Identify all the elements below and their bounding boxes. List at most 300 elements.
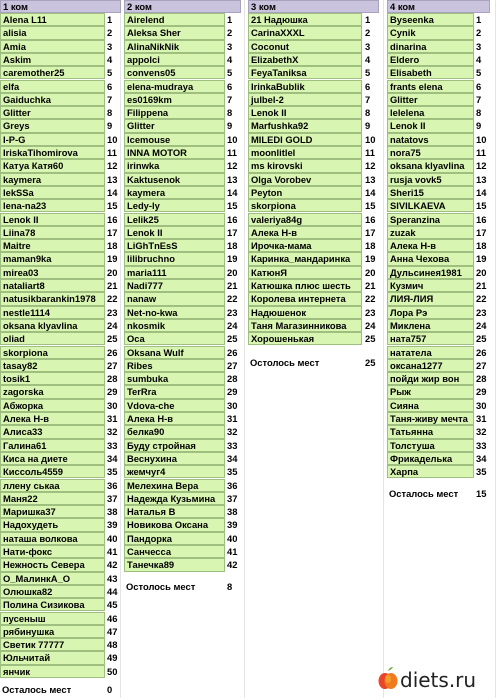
participant-name: frants elena bbox=[387, 80, 474, 93]
participant-number: 2 bbox=[365, 27, 371, 39]
participant-number: 41 bbox=[107, 546, 118, 557]
participant-name: LiGhTnEsS bbox=[124, 239, 225, 252]
participant-number: 15 bbox=[107, 200, 118, 212]
remaining-seats-value: 0 bbox=[107, 684, 113, 695]
participant-name: Пандорка bbox=[124, 532, 225, 545]
participant-number: 13 bbox=[365, 173, 376, 185]
grid-line bbox=[244, 0, 245, 698]
remaining-seats-value: 8 bbox=[227, 581, 233, 592]
participant-name: Надохудеть bbox=[0, 518, 105, 531]
participant-number: 9 bbox=[476, 120, 482, 132]
participant-name: Gaiduchka bbox=[0, 93, 105, 106]
participant-number: 17 bbox=[365, 226, 376, 238]
participant-number: 21 bbox=[476, 280, 487, 291]
participant-name: Алека Н-в bbox=[248, 226, 362, 239]
column-header: 1 ком bbox=[0, 0, 121, 13]
participant-name: Sheri15 bbox=[387, 186, 474, 199]
participant-name: oksana klyavlina bbox=[387, 159, 474, 172]
participant-number: 11 bbox=[365, 147, 375, 158]
participant-name: Алека Н-в bbox=[387, 239, 474, 252]
participant-name: appolci bbox=[124, 53, 225, 66]
participant-name: mirea03 bbox=[0, 266, 105, 279]
participant-name: irinwka bbox=[124, 159, 225, 172]
participant-name: Oca bbox=[124, 332, 225, 345]
participant-name: Кисcоль4559 bbox=[0, 465, 105, 478]
participant-number: 21 bbox=[107, 280, 118, 291]
participant-name: julbel-2 bbox=[248, 93, 362, 106]
participant-name: Lenok II bbox=[0, 213, 105, 226]
participant-number: 35 bbox=[107, 466, 118, 478]
participant-number: 35 bbox=[476, 466, 487, 478]
grid-line bbox=[383, 0, 384, 698]
participant-name: нататела bbox=[387, 346, 474, 359]
participant-number: 6 bbox=[365, 80, 371, 92]
participant-name: ElizabethX bbox=[248, 53, 362, 66]
participant-number: 41 bbox=[227, 546, 238, 557]
participant-number: 49 bbox=[107, 652, 118, 664]
participant-name: IrinkaBublik bbox=[248, 80, 362, 93]
participant-number: 24 bbox=[107, 319, 118, 331]
participant-number: 2 bbox=[107, 27, 113, 39]
participant-number: 8 bbox=[476, 107, 482, 119]
participant-number: 8 bbox=[107, 107, 113, 119]
participant-number: 28 bbox=[476, 373, 487, 385]
participant-name: lilibruchno bbox=[124, 252, 225, 265]
participant-number: 18 bbox=[107, 240, 118, 252]
apple-icon bbox=[378, 666, 398, 690]
participant-number: 9 bbox=[107, 120, 113, 132]
participant-name: О_МалинкА_О bbox=[0, 572, 105, 585]
participant-name: Speranzina bbox=[387, 213, 474, 226]
participant-number: 23 bbox=[476, 306, 487, 318]
participant-name: es0169km bbox=[124, 93, 225, 106]
participant-number: 3 bbox=[365, 40, 371, 52]
participant-number: 50 bbox=[107, 665, 118, 677]
participant-name: ms kirovski bbox=[248, 159, 362, 172]
participant-number: 20 bbox=[107, 266, 118, 278]
participant-number: 14 bbox=[476, 186, 487, 198]
participant-name: Glitter bbox=[124, 119, 225, 132]
participant-number: 20 bbox=[476, 266, 487, 278]
participant-name: zagorska bbox=[0, 385, 105, 398]
participant-number: 4 bbox=[365, 53, 371, 65]
logo-text: diets.ru bbox=[400, 668, 477, 692]
participant-name: Катуа Катя60 bbox=[0, 159, 105, 172]
participant-number: 38 bbox=[107, 506, 118, 518]
participant-name: nestle1114 bbox=[0, 306, 105, 319]
participant-number: 15 bbox=[365, 200, 376, 212]
participant-number: 29 bbox=[227, 386, 238, 398]
participant-name: nanaw bbox=[124, 292, 225, 305]
participant-name: рябинушка bbox=[0, 625, 105, 638]
participant-name: skorpiona bbox=[0, 346, 105, 359]
participant-name: Веснухина bbox=[124, 452, 225, 465]
participant-name: пусеныш bbox=[0, 612, 105, 625]
participant-number: 18 bbox=[365, 240, 376, 252]
participant-name: Хорошенькая bbox=[248, 332, 362, 345]
participant-number: 33 bbox=[107, 439, 118, 451]
participant-number: 1 bbox=[476, 14, 482, 25]
participant-number: 37 bbox=[107, 492, 118, 504]
participant-number: 1 bbox=[365, 14, 371, 25]
participant-name: Таня-живу мечта bbox=[387, 412, 474, 425]
participant-name: Танечка89 bbox=[124, 558, 225, 571]
participant-name: Olga Vorobev bbox=[248, 173, 362, 186]
participant-name: SIVILKAEVA bbox=[387, 199, 474, 212]
participant-number: 42 bbox=[227, 559, 238, 571]
participant-name: ната757 bbox=[387, 332, 474, 345]
participant-name: Ribes bbox=[124, 359, 225, 372]
participant-name: sumbuka bbox=[124, 372, 225, 385]
participant-number: 30 bbox=[476, 399, 487, 411]
participant-number: 19 bbox=[227, 253, 238, 265]
participant-name: CarinaXXXL bbox=[248, 26, 362, 39]
participant-number: 26 bbox=[227, 346, 238, 358]
participant-name: белка90 bbox=[124, 425, 225, 438]
participant-number: 26 bbox=[476, 346, 487, 358]
participant-name: nora75 bbox=[387, 146, 474, 159]
column-header: 2 ком bbox=[124, 0, 241, 13]
participant-number: 10 bbox=[227, 133, 238, 145]
participant-name: Liina78 bbox=[0, 226, 105, 239]
participant-name: Vdova-che bbox=[124, 399, 225, 412]
participant-name: Cynik bbox=[387, 26, 474, 39]
participant-number: 28 bbox=[107, 373, 118, 385]
participant-number: 13 bbox=[227, 173, 238, 185]
participant-number: 33 bbox=[476, 439, 487, 451]
participant-number: 22 bbox=[365, 293, 376, 305]
participant-name: Фрикаделька bbox=[387, 452, 474, 465]
participant-name: Ledy-ly bbox=[124, 199, 225, 212]
participant-number: 4 bbox=[107, 53, 113, 65]
participant-name: Lenok II bbox=[248, 106, 362, 119]
participant-name: Олюшка82 bbox=[0, 585, 105, 598]
participant-number: 10 bbox=[476, 133, 487, 145]
participant-number: 22 bbox=[107, 293, 118, 305]
participant-name: Толстуша bbox=[387, 439, 474, 452]
participant-name: caremother25 bbox=[0, 66, 105, 79]
participant-name: Glitter bbox=[0, 106, 105, 119]
participant-number: 8 bbox=[365, 107, 371, 119]
grid-line bbox=[120, 0, 121, 698]
site-logo bbox=[376, 664, 496, 698]
participant-number: 18 bbox=[227, 240, 238, 252]
participant-name: Катюшка плюс шесть bbox=[248, 279, 362, 292]
participant-name: IriskaTihomirova bbox=[0, 146, 105, 159]
participant-name: Мелехина Вера bbox=[124, 479, 225, 492]
participant-number: 36 bbox=[107, 479, 118, 491]
participant-number: 39 bbox=[107, 519, 118, 531]
participant-name: Byseenka bbox=[387, 13, 474, 26]
participant-number: 12 bbox=[365, 160, 376, 172]
participant-number: 23 bbox=[365, 306, 376, 318]
participant-name: I-P-G bbox=[0, 133, 105, 146]
participant-name: 21 Надюшка bbox=[248, 13, 362, 26]
participant-name: Aleksa Sher bbox=[124, 26, 225, 39]
participant-name: Надюшенок bbox=[248, 306, 362, 319]
participant-number: 32 bbox=[227, 426, 238, 438]
participant-name: ллену ськаа bbox=[0, 479, 105, 492]
participant-number: 1 bbox=[107, 14, 113, 25]
participant-number: 40 bbox=[227, 532, 238, 544]
participant-number: 23 bbox=[107, 306, 118, 318]
participant-number: 25 bbox=[107, 333, 118, 345]
participant-number: 34 bbox=[107, 452, 118, 464]
participant-number: 10 bbox=[365, 133, 376, 145]
participant-number: 2 bbox=[476, 27, 482, 39]
participant-number: 21 bbox=[227, 280, 238, 291]
participant-number: 24 bbox=[227, 319, 238, 331]
participant-number: 25 bbox=[227, 333, 238, 345]
participant-number: 25 bbox=[365, 333, 376, 345]
participant-name: rusja vovk5 bbox=[387, 173, 474, 186]
participant-name: оксана1277 bbox=[387, 359, 474, 372]
participant-number: 46 bbox=[107, 612, 118, 624]
participant-number: 16 bbox=[227, 213, 238, 225]
remaining-seats-label: Осталось мест bbox=[389, 488, 459, 499]
participant-name: Airelend bbox=[124, 13, 225, 26]
participant-name: Lenok II bbox=[387, 119, 474, 132]
participant-name: Каринка_мандаринка bbox=[248, 252, 362, 265]
participant-name: Таня Магазинникова bbox=[248, 319, 362, 332]
participant-name: Надежда Кузьмина bbox=[124, 492, 225, 505]
column-header: 4 ком bbox=[387, 0, 490, 13]
participant-name: Юльчитай bbox=[0, 651, 105, 664]
participant-name: Glitter bbox=[387, 93, 474, 106]
participant-number: 21 bbox=[365, 280, 376, 291]
participant-number: 34 bbox=[227, 452, 238, 464]
participant-number: 27 bbox=[107, 359, 118, 371]
participant-name: lelelena bbox=[387, 106, 474, 119]
participant-number: 25 bbox=[476, 333, 487, 345]
participant-name: convens05 bbox=[124, 66, 225, 79]
participant-name: maman9ka bbox=[0, 252, 105, 265]
participant-number: 43 bbox=[107, 572, 118, 584]
participant-number: 11 bbox=[476, 147, 486, 158]
participant-name: skorpiona bbox=[248, 199, 362, 212]
participant-number: 5 bbox=[365, 67, 371, 79]
participant-name: Абжорка bbox=[0, 399, 105, 412]
participant-name: Сияна bbox=[387, 399, 474, 412]
participant-name: Icemouse bbox=[124, 133, 225, 146]
participant-name: пойди жир вон bbox=[387, 372, 474, 385]
participant-number: 39 bbox=[227, 519, 238, 531]
participant-name: Маришка37 bbox=[0, 505, 105, 518]
participant-number: 48 bbox=[107, 639, 118, 651]
participant-name: natatovs bbox=[387, 133, 474, 146]
participant-name: Kaktusenok bbox=[124, 173, 225, 186]
participant-name: tosik1 bbox=[0, 372, 105, 385]
participant-number: 15 bbox=[227, 200, 238, 212]
participant-name: жемчуг4 bbox=[124, 465, 225, 478]
participant-name: valeriya84g bbox=[248, 213, 362, 226]
participant-number: 22 bbox=[476, 293, 487, 305]
participant-name: Amia bbox=[0, 40, 105, 53]
participant-name: Алека Н-в bbox=[124, 412, 225, 425]
participant-number: 47 bbox=[107, 625, 118, 637]
participant-name: kaymera bbox=[0, 173, 105, 186]
participant-name: Кузмич bbox=[387, 279, 474, 292]
participant-number: 8 bbox=[227, 107, 233, 119]
participant-name: nataliart8 bbox=[0, 279, 105, 292]
participant-number: 32 bbox=[107, 426, 118, 438]
participant-name: Maitre bbox=[0, 239, 105, 252]
participant-name: oliad bbox=[0, 332, 105, 345]
participant-name: Oksana Wulf bbox=[124, 346, 225, 359]
participant-name: Eldero bbox=[387, 53, 474, 66]
participant-number: 12 bbox=[227, 160, 238, 172]
participant-name: Дульсинея1981 bbox=[387, 266, 474, 279]
participant-name: Elisabeth bbox=[387, 66, 474, 79]
participant-name: Ирочка-мама bbox=[248, 239, 362, 252]
participant-name: Харпа bbox=[387, 465, 474, 478]
participant-name: Nadi777 bbox=[124, 279, 225, 292]
participant-number: 37 bbox=[227, 492, 238, 504]
participant-number: 11 bbox=[227, 147, 237, 158]
participant-number: 16 bbox=[365, 213, 376, 225]
participant-number: 15 bbox=[476, 200, 487, 212]
participant-name: Анна Чехова bbox=[387, 252, 474, 265]
participant-number: 16 bbox=[476, 213, 487, 225]
participant-name: Татьянна bbox=[387, 425, 474, 438]
participant-name: наташа волкова bbox=[0, 532, 105, 545]
participant-number: 20 bbox=[365, 266, 376, 278]
participant-name: Наталья В bbox=[124, 505, 225, 518]
participant-name: maria111 bbox=[124, 266, 225, 279]
participant-number: 11 bbox=[107, 147, 117, 158]
participant-name: Галина61 bbox=[0, 439, 105, 452]
participant-number: 31 bbox=[107, 413, 118, 424]
participant-number: 24 bbox=[365, 319, 376, 331]
participant-name: Новикова Оксана bbox=[124, 518, 225, 531]
participant-name: TerRra bbox=[124, 385, 225, 398]
participant-number: 6 bbox=[476, 80, 482, 92]
participant-number: 3 bbox=[476, 40, 482, 52]
participant-name: elfa bbox=[0, 80, 105, 93]
participant-number: 31 bbox=[476, 413, 487, 424]
participant-name: Буду стройная bbox=[124, 439, 225, 452]
participant-name: Lenok II bbox=[124, 226, 225, 239]
participant-name: янчик bbox=[0, 665, 105, 678]
participant-name: elena-mudraya bbox=[124, 80, 225, 93]
participant-number: 7 bbox=[365, 93, 371, 105]
participant-number: 7 bbox=[107, 93, 113, 105]
participant-name: moonlitlel bbox=[248, 146, 362, 159]
participant-number: 30 bbox=[227, 399, 238, 411]
participant-number: 13 bbox=[107, 173, 118, 185]
participant-number: 12 bbox=[107, 160, 118, 172]
participant-number: 19 bbox=[365, 253, 376, 265]
participant-name: Санчесса bbox=[124, 545, 225, 558]
participant-number: 9 bbox=[365, 120, 371, 132]
participant-number: 32 bbox=[476, 426, 487, 438]
participant-name: Миклена bbox=[387, 319, 474, 332]
participant-number: 36 bbox=[227, 479, 238, 491]
participant-number: 5 bbox=[227, 67, 233, 79]
participant-name: alisia bbox=[0, 26, 105, 39]
remaining-seats-value: 15 bbox=[476, 488, 487, 499]
participant-name: FeyaTaniksa bbox=[248, 66, 362, 79]
participant-name: AlinaNikNik bbox=[124, 40, 225, 53]
participant-number: 22 bbox=[227, 293, 238, 305]
participant-number: 28 bbox=[227, 373, 238, 385]
participant-number: 6 bbox=[227, 80, 233, 92]
participant-name: Полина Сизикова bbox=[0, 598, 105, 611]
participant-number: 24 bbox=[476, 319, 487, 331]
participant-name: MILEDI GOLD bbox=[248, 133, 362, 146]
participant-number: 40 bbox=[107, 532, 118, 544]
participant-number: 6 bbox=[107, 80, 113, 92]
participant-number: 27 bbox=[227, 359, 238, 371]
column-header: 3 ком bbox=[248, 0, 379, 13]
participant-number: 9 bbox=[227, 120, 233, 132]
participant-name: lena-na23 bbox=[0, 199, 105, 212]
remaining-seats-label: Осталось мест bbox=[2, 684, 72, 695]
participant-name: Маня22 bbox=[0, 492, 105, 505]
participant-number: 19 bbox=[107, 253, 118, 265]
participant-number: 20 bbox=[227, 266, 238, 278]
remaining-seats-label: Остолось мест bbox=[250, 357, 320, 368]
participant-name: Светик 77777 bbox=[0, 638, 105, 651]
participant-name: Нежность Севера bbox=[0, 558, 105, 571]
participant-number: 42 bbox=[107, 559, 118, 571]
participant-number: 34 bbox=[476, 452, 487, 464]
participant-name: КатюнЯ bbox=[248, 266, 362, 279]
participant-name: ЛИЯ-ЛИЯ bbox=[387, 292, 474, 305]
participant-number: 45 bbox=[107, 599, 118, 611]
participant-number: 5 bbox=[476, 67, 482, 79]
participant-name: Рыж bbox=[387, 385, 474, 398]
participant-number: 5 bbox=[107, 67, 113, 79]
participant-name: zuzak bbox=[387, 226, 474, 239]
participant-number: 35 bbox=[227, 466, 238, 478]
participant-name: kaymera bbox=[124, 186, 225, 199]
participant-number: 23 bbox=[227, 306, 238, 318]
participant-name: Лора Рэ bbox=[387, 306, 474, 319]
participant-number: 4 bbox=[227, 53, 233, 65]
participant-name: dinarina bbox=[387, 40, 474, 53]
participant-number: 14 bbox=[365, 186, 376, 198]
participant-number: 44 bbox=[107, 585, 118, 597]
participant-name: nkosmik bbox=[124, 319, 225, 332]
participant-name: tasay82 bbox=[0, 359, 105, 372]
participant-number: 12 bbox=[476, 160, 487, 172]
participant-name: INNA MOTOR bbox=[124, 146, 225, 159]
participant-name: Королева интернета bbox=[248, 292, 362, 305]
participant-name: oksana klyavlina bbox=[0, 319, 105, 332]
participant-name: Marfushka92 bbox=[248, 119, 362, 132]
participant-name: Askim bbox=[0, 53, 105, 66]
grid-line bbox=[495, 0, 496, 698]
participant-number: 14 bbox=[227, 186, 238, 198]
remaining-seats-label: Остолось мест bbox=[126, 581, 196, 592]
participant-number: 38 bbox=[227, 506, 238, 518]
participant-name: Coconut bbox=[248, 40, 362, 53]
participant-number: 13 bbox=[476, 173, 487, 185]
participant-number: 27 bbox=[476, 359, 487, 371]
participant-number: 14 bbox=[107, 186, 118, 198]
participant-name: Алека Н-в bbox=[0, 412, 105, 425]
participant-name: Alena L11 bbox=[0, 13, 105, 26]
participant-number: 7 bbox=[476, 93, 482, 105]
participant-number: 26 bbox=[107, 346, 118, 358]
participant-number: 17 bbox=[476, 226, 487, 238]
participant-name: Lelik25 bbox=[124, 213, 225, 226]
participant-name: Greys bbox=[0, 119, 105, 132]
participant-name: Filippena bbox=[124, 106, 225, 119]
participant-number: 18 bbox=[476, 240, 487, 252]
participant-number: 29 bbox=[107, 386, 118, 398]
